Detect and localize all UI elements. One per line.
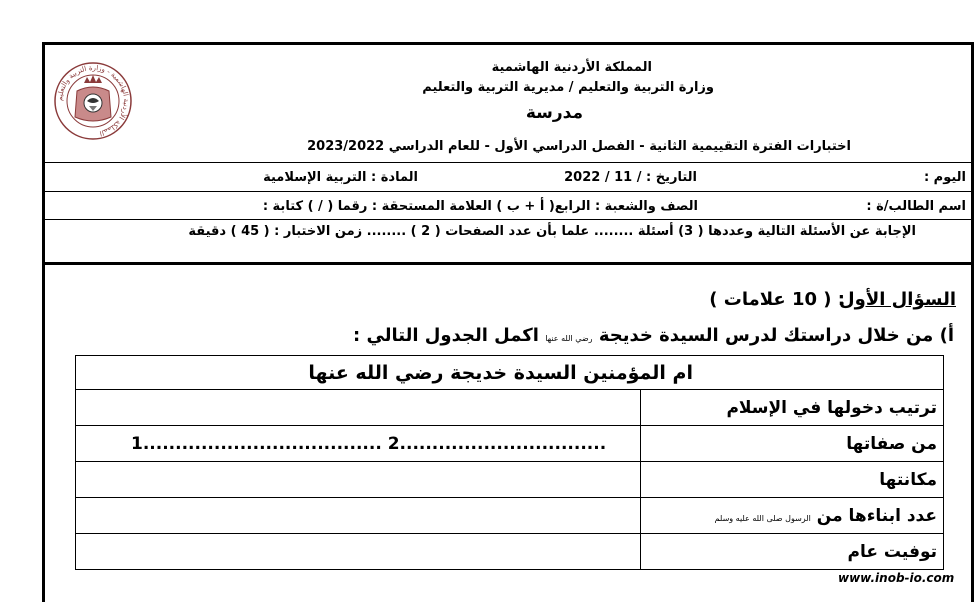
divider	[45, 162, 971, 163]
table-row	[76, 498, 944, 534]
answer-cell[interactable]: 1..................................... 2................................	[76, 426, 641, 462]
table-row	[76, 462, 944, 498]
header-bottom-rule	[42, 262, 974, 265]
row-label: عدد ابناءها من الرسول صلى الله عليه وسلم	[641, 498, 944, 534]
ministry-seal-icon	[53, 61, 133, 141]
answer-cell[interactable]	[76, 534, 641, 570]
question-part-a: أ) من خلال دراستك لدرس السيدة خديجة رضي الله عنها اكمل الجدول التالي :	[353, 325, 954, 346]
subject-field: المادة : التربية الإسلامية	[263, 170, 418, 185]
grade-section-field: الصف والشعبة : الرابع( أ + ب ) العلامة المستحقة : رقما ( / ) كتابة :	[262, 199, 698, 214]
exam-title: اختبارات الفترة التقييمية الثانية - الفصل الدراسي الأول - للعام الدراسي 2023/2022	[307, 139, 851, 154]
table-heading: ام المؤمنين السيدة خديجة رضي الله عنها	[76, 356, 944, 390]
student-name-label: اسم الطالب/ة :	[866, 199, 966, 214]
school-label: مدرسة	[525, 103, 583, 123]
answer-cell[interactable]	[76, 498, 641, 534]
table-row	[76, 426, 944, 462]
question-marks: : ( 10 علامات )	[709, 289, 845, 310]
row-label: ترتيب دخولها في الإسلام	[641, 390, 944, 426]
exam-instructions: الإجابة عن الأسئلة التالية وعددها ( 3) أسئلة ........ علما بأن عدد الصفحات ( 2 ) ........ زمن الاختبار : ( 45 ) دقيقة	[188, 224, 916, 239]
row-label: توفيت عام	[641, 534, 944, 570]
svg-text:المملكة الأردنية الهاشمية - وز: المملكة الأردنية الهاشمية - وزارة التربية والتعليم	[55, 63, 131, 138]
date-field: التاريخ : / 11 / 2022	[564, 170, 697, 185]
row-label: من صفاتها	[641, 426, 944, 462]
row-label: مكانتها	[641, 462, 944, 498]
divider	[45, 191, 971, 192]
answer-cell[interactable]	[76, 390, 641, 426]
question-title: السؤال الأول	[839, 289, 956, 310]
day-label: اليوم :	[923, 170, 966, 185]
table-row	[76, 534, 944, 570]
kingdom-title: المملكة الأردنية الهاشمية	[491, 60, 652, 75]
ministry-title: وزارة التربية والتعليم / مديرية التربية والتعليم	[422, 80, 714, 95]
khadija-table	[75, 355, 944, 570]
divider	[45, 219, 971, 220]
table-row	[76, 390, 944, 426]
answer-cell[interactable]	[76, 462, 641, 498]
table-row	[76, 356, 944, 390]
site-watermark: www.inob-io.com	[832, 570, 960, 586]
